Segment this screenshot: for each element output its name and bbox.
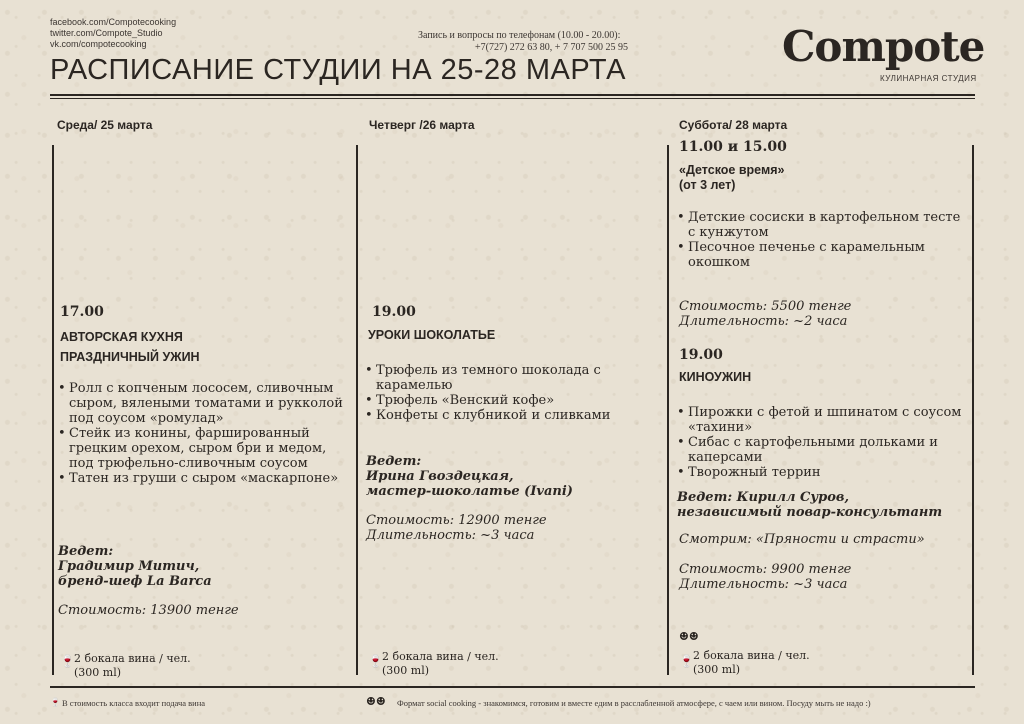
wine-note [693,649,810,677]
contact-phones: +7(727) 272 63 80, + 7 707 500 25 95 [475,42,628,53]
host-name: Градимир Митич, [58,559,200,574]
class-time: 17.00 [60,304,104,320]
wine-note [382,650,499,678]
class-time: 19.00 [372,304,416,320]
duration: Длительность: ~2 часа [679,314,848,329]
menu-list [365,363,655,423]
host-info [58,544,212,589]
vk-link[interactable]: vk.com/compotecooking [50,39,147,49]
menu-item: • Конфеты с клубникой и сливками [365,408,655,423]
menu-list [677,405,962,480]
class-title-line: «Детское время» [679,163,785,177]
wine-glass-icon: 🍷 [368,654,383,668]
host-name: Ведет: Кирилл Суров, [677,490,849,505]
wine-amount: 2 бокала вина / чел. [74,652,191,665]
price: Стоимость: 9900 тенге [679,562,852,577]
host-label: Ведет: [366,454,422,469]
class-time: 11.00 и 15.00 [679,139,787,155]
wine-glass-icon: 🍷 [50,697,61,707]
wine-note [74,652,191,680]
wine-amount: 2 бокала вина / чел. [693,649,810,662]
menu-item: • Стейк из конины, фаршированный грецким орехом, сыром бри и медом, под трюфельно-сливочным соусом [58,426,343,471]
menu-item: • Детские сосиски в картофельном тесте с кунжутом [677,210,962,240]
menu-item: • Песочное печенье с карамельным окошком [677,240,962,270]
class-title [60,327,200,367]
wine-glass-icon: 🍷 [60,654,75,668]
social-links [50,17,176,50]
logo-subtitle: КУЛИНАРНАЯ СТУДИЯ [880,74,977,83]
host-info [677,490,942,520]
column-divider [667,145,669,675]
header-rule-thin [50,98,975,99]
menu-item: • Сибас с картофельными дольками и каперсами [677,435,962,465]
watch-note: Смотрим: «Пряности и страсти» [679,532,925,547]
wine-volume: (300 ml) [693,663,741,676]
host-name: Ирина Гвоздецкая, [366,469,514,484]
column-divider [52,145,54,675]
host-title: бренд-шеф La Barca [58,574,212,589]
smiley-icon: ☻☻ [366,695,386,708]
class-title-line: (от 3 лет) [679,178,736,192]
column-divider [356,145,358,675]
contact-info [418,30,628,54]
day-header-thursday: Четверг /26 марта [369,118,475,132]
menu-list [58,381,343,486]
footer-wine-note: В стоимость класса входит подача вина [62,698,206,708]
wine-amount: 2 бокала вина / чел. [382,650,499,663]
price-block [679,562,851,592]
class-title [679,163,784,193]
menu-item: • Пирожки с фетой и шпинатом с соусом «тахини» [677,405,962,435]
header-rule [50,94,975,96]
host-title: мастер-шоколатье (Ivani) [366,484,573,499]
page-title: РАСПИСАНИЕ СТУДИИ НА 25-28 МАРТА [50,54,626,86]
class-title-line: АВТОРСКАЯ КУХНЯ [60,330,183,344]
menu-item: • Ролл с копченым лососем, сливочным сыром, вялеными томатами и рукколой под соусом «ромулад» [58,381,343,426]
menu-item: • Творожный террин [677,465,962,480]
column-divider [972,145,974,675]
host-info [366,454,573,499]
day-header-wednesday: Среда/ 25 марта [57,118,153,132]
menu-list [677,210,962,270]
menu-item: • Трюфель «Венский кофе» [365,393,655,408]
class-title-line: ПРАЗДНИЧНЫЙ УЖИН [60,350,200,364]
price-block [366,513,547,543]
duration: Длительность: ~3 часа [679,577,848,592]
day-header-saturday: Суббота/ 28 марта [679,118,788,132]
menu-item: • Трюфель из темного шоколада с карамелью [365,363,655,393]
wine-glass-icon: 🍷 [679,654,694,668]
footer-social-note: Формат social cooking - знакомимся, готовим и вместе едим в расслабленной атмосфере, с чаем или вином. Посуду мыть не надо :) [397,698,871,708]
facebook-link[interactable]: facebook.com/Compotecooking [50,17,177,27]
price: Стоимость: 13900 тенге [58,603,239,618]
smiley-icon: ☻☻ [679,630,699,643]
logo: Compote [782,22,985,71]
host-label: Ведет: [58,544,114,559]
menu-item: • Татен из груши с сыром «маскарпоне» [58,471,343,486]
class-time: 19.00 [679,347,723,363]
price: Стоимость: 12900 тенге [366,513,547,528]
class-title: УРОКИ ШОКОЛАТЬЕ [368,328,496,342]
wine-volume: (300 ml) [382,664,430,677]
host-title: независимый повар-консультант [677,505,943,520]
price-block [679,299,851,329]
class-title: КИНОУЖИН [679,370,752,384]
price: Стоимость: 5500 тенге [679,299,852,314]
duration: Длительность: ~3 часа [366,528,535,543]
twitter-link[interactable]: twitter.com/Compote_Studio [50,28,163,38]
footer-rule [50,686,975,688]
wine-volume: (300 ml) [74,666,122,679]
contact-hours: Запись и вопросы по телефонам (10.00 - 20.00): [418,30,621,41]
